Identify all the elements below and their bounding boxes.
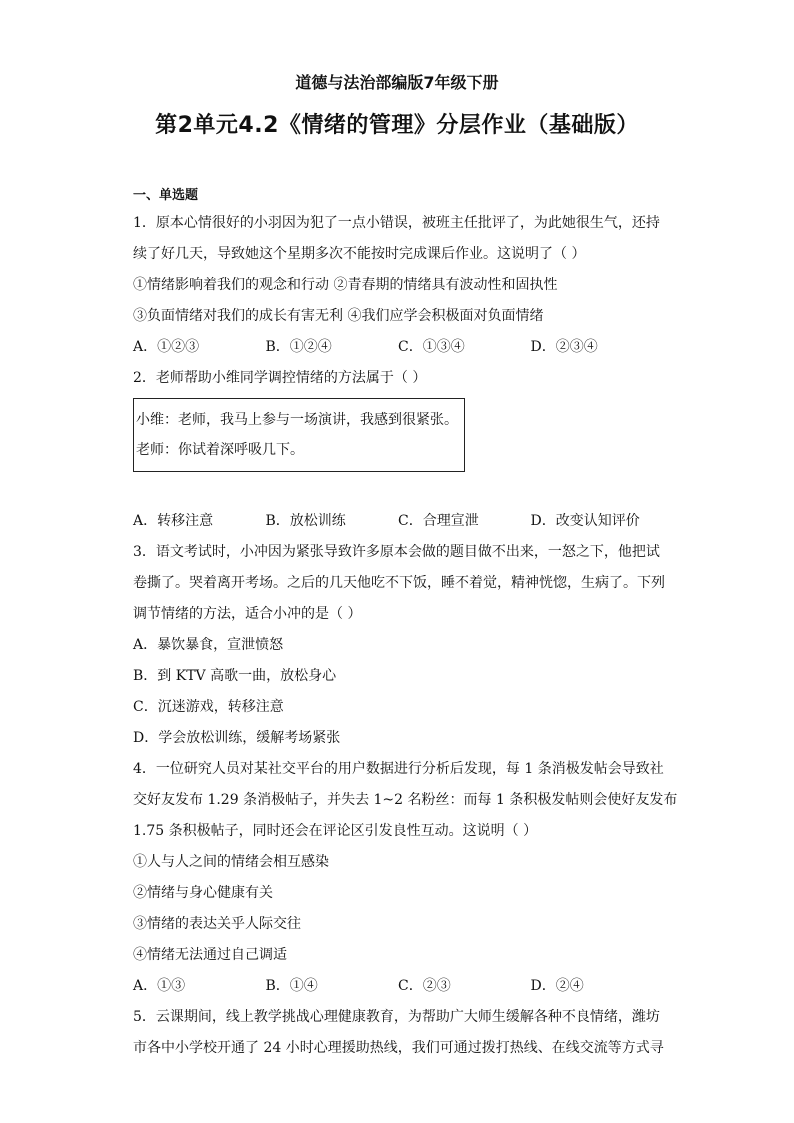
- course-subtitle: 道德与法治部编版7年级下册: [295, 73, 499, 92]
- q3-option-d[interactable]: D．学会放松训练，缓解考场紧张: [133, 730, 341, 746]
- q4-option-a[interactable]: A．①③: [133, 978, 186, 994]
- q2-options: [133, 506, 663, 537]
- q2-option-a[interactable]: A．转移注意: [133, 513, 214, 529]
- q2-option-b[interactable]: B．放松训练: [265, 513, 346, 529]
- section-heading: 一、单选题: [133, 188, 199, 203]
- q2-dialogue-student: 小维：老师，我马上参与一场演讲，我感到很紧张。: [136, 412, 458, 428]
- q1-option-d[interactable]: D．②③④: [530, 339, 598, 355]
- q4-statement-2: ②情绪与身心健康有关: [133, 885, 273, 901]
- q4-option-d[interactable]: D．②④: [530, 978, 584, 994]
- q1-statement-row1: ①情绪影响着我们的观念和行动 ②青春期的情绪具有波动性和固执性: [133, 277, 558, 293]
- q4-statement-1: ①人与人之间的情绪会相互感染: [133, 854, 329, 870]
- q3-option-b[interactable]: B．到 KTV 高歌一曲，放松身心: [133, 668, 337, 684]
- q4-option-b[interactable]: B．①④: [265, 978, 318, 994]
- q2-stem: 2．老师帮助小维同学调控情绪的方法属于（ ）: [133, 370, 427, 386]
- q3-option-c[interactable]: C．沉迷游戏，转移注意: [133, 699, 284, 715]
- q2-option-d[interactable]: D．改变认知评价: [530, 513, 640, 529]
- q1-option-b[interactable]: B．①②④: [265, 339, 332, 355]
- q3-option-a[interactable]: A．暴饮暴食，宣泄愤怒: [133, 637, 284, 653]
- spacer: [133, 478, 663, 506]
- q2-dialogue-box: [133, 398, 465, 472]
- q4-option-c[interactable]: C．②③: [398, 978, 451, 994]
- question-list: [133, 184, 678, 1064]
- q4-options: [133, 971, 663, 1002]
- q4-stem-line1: 4．一位研究人员对某社交平台的用户数据进行分析后发现，每 1 条消极发帖会导致社: [133, 761, 664, 777]
- worksheet-title: 第2单元4.2《情绪的管理》分层作业（基础版）: [155, 113, 639, 138]
- q4-statement-3: ③情绪的表达关乎人际交往: [133, 916, 301, 932]
- q1-stem-line1: 1．原本心情很好的小羽因为犯了一点小错误，被班主任批评了，为此她很生气，还持: [133, 215, 660, 231]
- q5-stem-line1: 5．云课期间，线上教学挑战心理健康教育，为帮助广大师生缓解各种不良情绪，潍坊: [133, 1009, 660, 1025]
- q1-options: [133, 332, 663, 363]
- q1-stem-line2: 续了好几天，导致她这个星期多次不能按时完成课后作业。这说明了（ ）: [133, 246, 586, 262]
- q3-stem-line3: 调节情绪的方法，适合小冲的是（ ）: [133, 606, 362, 622]
- q4-statement-4: ④情绪无法通过自己调适: [133, 947, 287, 963]
- q5-stem-line2: 市各中小学校开通了 24 小时心理援助热线，我们可通过拨打热线、在线交流等方式寻: [133, 1040, 664, 1056]
- q2-dialogue-teacher: 老师：你试着深呼吸几下。: [136, 442, 304, 458]
- q2-option-c[interactable]: C．合理宣泄: [398, 513, 479, 529]
- q4-stem-line3: 1.75 条积极帖子，同时还会在评论区引发良性互动。这说明（ ）: [133, 823, 538, 839]
- q1-option-a[interactable]: A．①②③: [133, 339, 200, 355]
- q1-option-c[interactable]: C．①③④: [398, 339, 465, 355]
- q3-stem-line1: 3．语文考试时，小冲因为紧张导致许多原本会做的题目做不出来，一怒之下，他把试: [133, 544, 660, 560]
- q1-statement-row2: ③负面情绪对我们的成长有害无利 ④我们应学会积极面对负面情绪: [133, 308, 544, 324]
- q3-stem-line2: 卷撕了。哭着离开考场。之后的几天他吃不下饭，睡不着觉，精神恍惚，生病了。下列: [133, 575, 665, 591]
- q4-stem-line2: 交好友发布 1.29 条消极帖子，并失去 1~2 名粉丝：而每 1 条积极发帖则会使好友发布: [133, 792, 678, 808]
